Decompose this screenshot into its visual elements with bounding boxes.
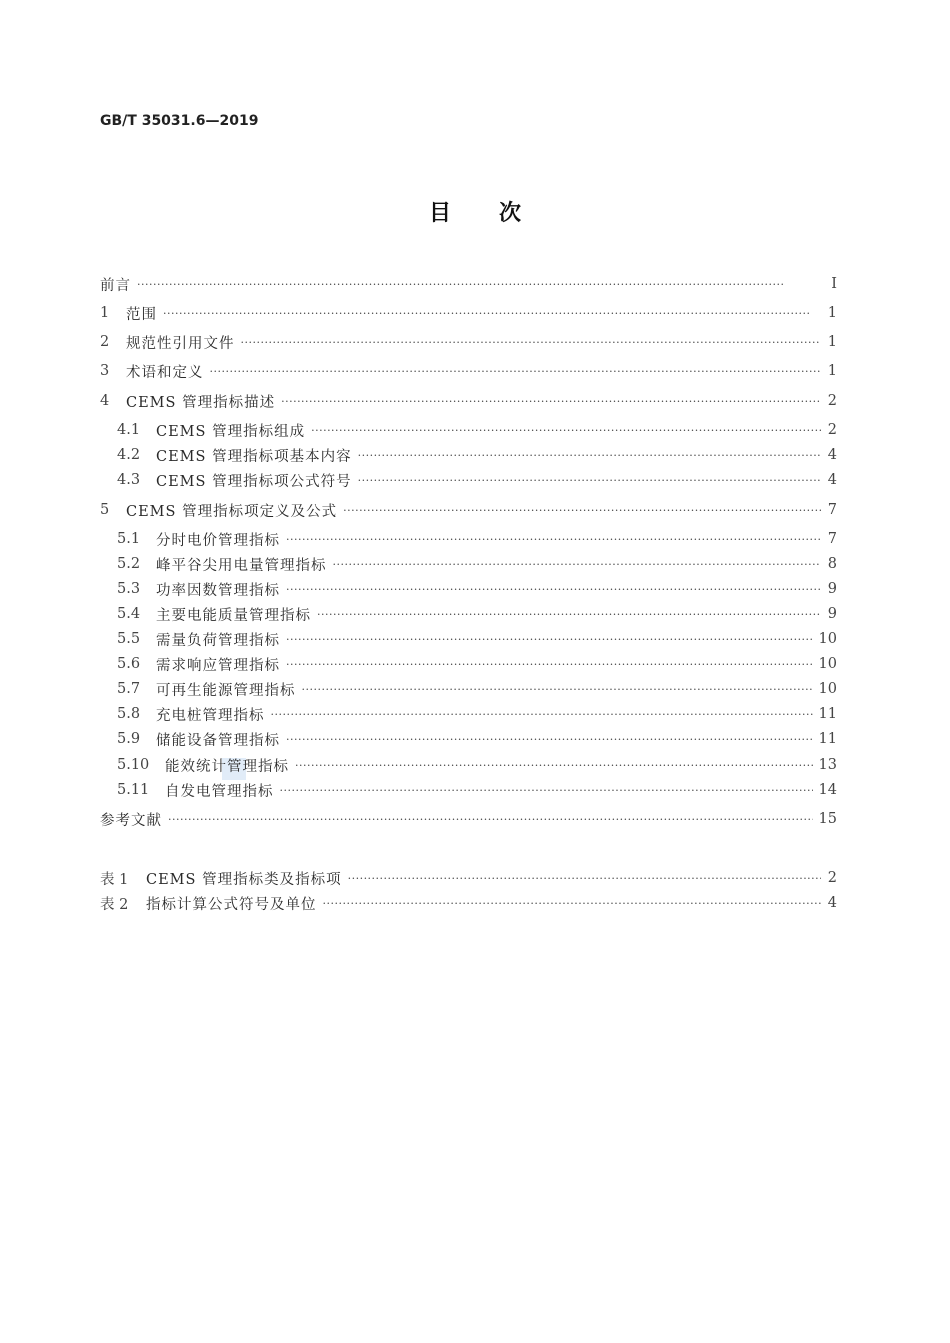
entry-title: 需量负荷管理指标 — [156, 632, 280, 649]
entry-title: CEMS 管理指标项公式符号 — [156, 473, 352, 490]
entry-title: 需求响应管理指标 — [156, 657, 280, 674]
section-number: 5.2 — [117, 556, 141, 572]
page-number: 10 — [818, 656, 837, 672]
dot-leader — [280, 784, 813, 797]
dot-leader — [271, 708, 813, 721]
page-number: 9 — [827, 606, 837, 622]
toc-entry[interactable] — [117, 579, 837, 599]
section-number: 表 2 — [100, 896, 129, 913]
section-number: 4.3 — [117, 472, 141, 488]
entry-title: CEMS 管理指标类及指标项 — [146, 871, 342, 888]
page-number: 1 — [827, 334, 837, 350]
toc-entry[interactable] — [117, 445, 837, 465]
entry-title: 自发电管理指标 — [165, 783, 274, 800]
entry-title: 功率因数管理指标 — [156, 582, 280, 599]
section-number: 3 — [100, 363, 110, 379]
toc-entry[interactable] — [117, 629, 837, 649]
entry-title: 储能设备管理指标 — [156, 732, 280, 749]
dot-leader — [281, 395, 821, 408]
dot-leader — [358, 474, 821, 487]
toc-entry[interactable] — [100, 361, 837, 381]
page-number: 11 — [818, 706, 837, 722]
page-number: 2 — [827, 393, 837, 409]
page-number: 4 — [827, 895, 837, 911]
toc-entry[interactable] — [117, 420, 837, 440]
toc-entry[interactable] — [117, 654, 837, 674]
page-number: 1 — [827, 363, 837, 379]
section-number: 5 — [100, 502, 110, 518]
page-number: Ⅰ — [831, 276, 837, 292]
page-number: 2 — [827, 422, 837, 438]
section-number: 5.5 — [117, 631, 141, 647]
section-number: 2 — [100, 334, 110, 350]
toc-entry[interactable] — [100, 332, 837, 352]
entry-title: CEMS 管理指标项定义及公式 — [126, 503, 338, 520]
dot-leader — [286, 733, 813, 746]
dot-leader — [210, 365, 822, 378]
entry-title: 规范性引用文件 — [126, 335, 235, 352]
dot-leader — [311, 424, 821, 437]
dot-leader — [286, 533, 821, 546]
entry-title: CEMS 管理指标组成 — [156, 423, 306, 440]
entry-title: 峰平谷尖用电量管理指标 — [156, 557, 327, 574]
dot-leader — [286, 658, 813, 671]
section-number: 5.9 — [117, 731, 141, 747]
toc-entry[interactable] — [117, 729, 837, 749]
page-number: 7 — [827, 502, 837, 518]
dot-leader — [295, 759, 813, 772]
section-number: 5.6 — [117, 656, 141, 672]
entry-title: 术语和定义 — [126, 364, 204, 381]
page-number: 4 — [827, 472, 837, 488]
entry-title: 范围 — [126, 306, 157, 323]
toc-entry[interactable] — [100, 274, 837, 294]
dot-leader — [323, 897, 822, 910]
page-number: 8 — [827, 556, 837, 572]
toc-entry[interactable] — [100, 391, 837, 411]
toc-entry[interactable] — [117, 470, 837, 490]
entry-title: 主要电能质量管理指标 — [156, 607, 311, 624]
toc-entry[interactable] — [117, 554, 837, 574]
section-number: 4 — [100, 393, 110, 409]
page-number: 10 — [818, 631, 837, 647]
dot-leader — [317, 608, 821, 621]
page-number: 1 — [827, 305, 837, 321]
entry-title: 指标计算公式符号及单位 — [146, 896, 317, 913]
section-number: 5.1 — [117, 531, 141, 547]
entry-title: 可再生能源管理指标 — [156, 682, 296, 699]
page-number: 11 — [818, 731, 837, 747]
toc-entry[interactable] — [117, 780, 837, 800]
dot-leader — [348, 872, 821, 885]
section-number: 5.4 — [117, 606, 141, 622]
entry-title: CEMS 管理指标项基本内容 — [156, 448, 352, 465]
entry-title: 分时电价管理指标 — [156, 532, 280, 549]
dot-leader — [358, 449, 821, 462]
toc-entry[interactable] — [117, 704, 837, 724]
dot-leader — [333, 558, 822, 571]
page-number: 2 — [827, 870, 837, 886]
entry-title: CEMS 管理指标描述 — [126, 394, 276, 411]
page-number: 4 — [827, 447, 837, 463]
section-number: 1 — [100, 305, 110, 321]
entry-title: 参考文献 — [100, 812, 162, 829]
entry-title: 能效统计管理指标 — [165, 758, 289, 775]
standard-number: GB/T 35031.6—2019 — [100, 113, 259, 129]
page-number: 15 — [818, 811, 837, 827]
dot-leader — [302, 683, 813, 696]
page-number: 7 — [827, 531, 837, 547]
toc-entry[interactable] — [100, 893, 837, 913]
section-number: 5.10 — [117, 757, 150, 773]
section-number: 4.1 — [117, 422, 141, 438]
section-number: 5.7 — [117, 681, 141, 697]
page-number: 13 — [818, 757, 837, 773]
toc-entry[interactable] — [100, 500, 837, 520]
dot-leader — [343, 504, 821, 517]
toc-entry[interactable] — [117, 679, 837, 699]
section-number: 4.2 — [117, 447, 141, 463]
page-number: 10 — [818, 681, 837, 697]
section-number: 5.3 — [117, 581, 141, 597]
entry-title: 充电桩管理指标 — [156, 707, 265, 724]
page-title: 目次 — [428, 200, 569, 226]
toc-entry[interactable] — [117, 604, 837, 624]
dot-leader — [137, 278, 821, 291]
dot-leader — [286, 633, 813, 646]
toc-entry[interactable] — [117, 529, 837, 549]
section-number: 5.8 — [117, 706, 141, 722]
page-number: 9 — [827, 581, 837, 597]
dot-leader — [168, 813, 813, 826]
toc-entry[interactable] — [100, 809, 837, 829]
section-number: 5.11 — [117, 782, 150, 798]
dot-leader — [163, 307, 821, 320]
toc-entry[interactable] — [100, 868, 837, 888]
section-number: 表 1 — [100, 871, 129, 888]
toc-entry[interactable] — [100, 303, 837, 323]
toc-entry[interactable] — [117, 755, 837, 775]
dot-leader — [286, 583, 821, 596]
entry-title: 前言 — [100, 277, 131, 294]
page-number: 14 — [818, 782, 837, 798]
dot-leader — [241, 336, 822, 349]
